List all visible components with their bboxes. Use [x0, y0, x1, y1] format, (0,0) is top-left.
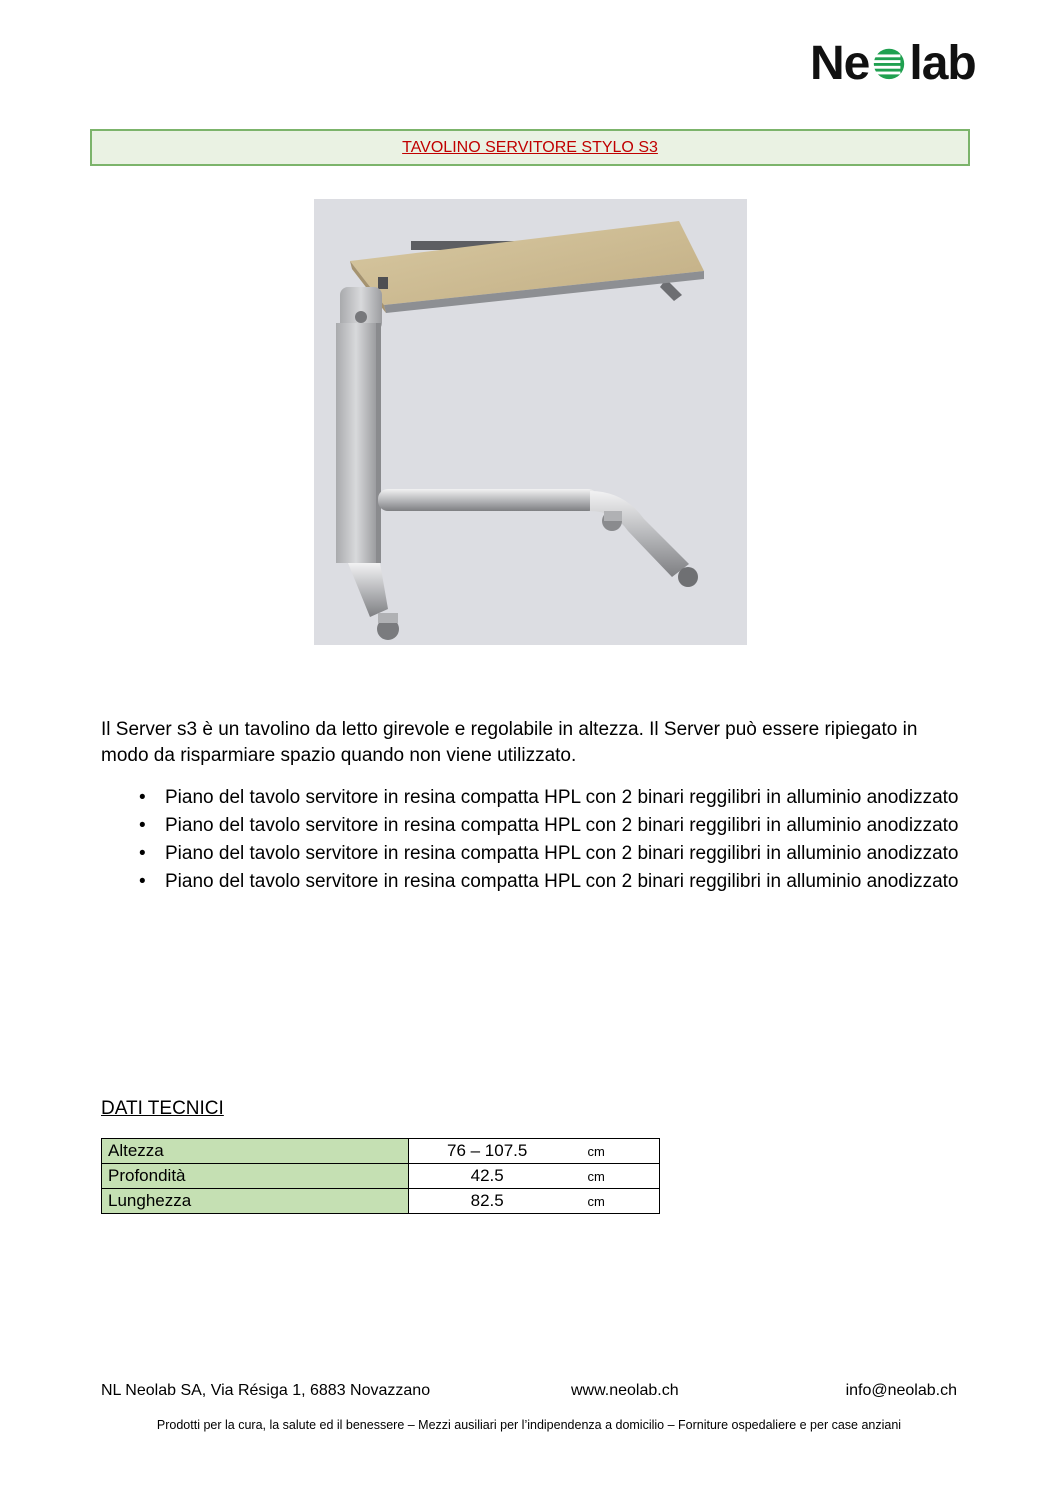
spec-value: 82.5 [408, 1189, 565, 1214]
intro-paragraph: Il Server s3 è un tavolino da letto girevole e regolabile in altezza. Il Server può essere ripiegato in modo da risparmiare spazio quando non viene utilizzato. [101, 719, 918, 766]
footer-website-link[interactable]: www.neolab.ch [571, 1382, 679, 1399]
product-image [314, 199, 747, 645]
list-item [101, 841, 961, 867]
footer-tagline: Prodotti per la cura, la salute ed il benessere – Mezzi ausiliari per l’indipendenza a domicilio – Forniture ospedaliere e per case anziani [156, 1418, 902, 1432]
spec-unit: cm [566, 1189, 660, 1214]
specs-table [101, 1138, 660, 1214]
company-logo [810, 36, 1010, 92]
list-item [101, 813, 961, 839]
feature-text: Piano del tavolo servitore in resina compatta HPL con 2 binari reggilibri in alluminio anodizzato [165, 871, 959, 892]
bullet-icon: • [139, 815, 146, 836]
feature-text: Piano del tavolo servitore in resina compatta HPL con 2 binari reggilibri in alluminio anodizzato [165, 843, 959, 864]
bullet-icon: • [139, 843, 146, 864]
table-row [102, 1139, 660, 1164]
spec-unit: cm [566, 1164, 660, 1189]
spec-label: Altezza [102, 1139, 409, 1164]
table-row [102, 1189, 660, 1214]
spec-label: Profondità [102, 1164, 409, 1189]
footer-address: NL Neolab SA, Via Résiga 1, 6883 Novazzano [101, 1382, 431, 1399]
footer-contacts [101, 1382, 957, 1406]
feature-list [101, 785, 961, 897]
bullet-icon: • [139, 871, 146, 892]
logo-text-right: lab [909, 37, 976, 90]
list-item [101, 785, 961, 811]
bullet-icon: • [139, 787, 146, 808]
green-stripes-circle-icon [870, 43, 908, 83]
overbed-table-illustration [314, 199, 747, 645]
page-title: TAVOLINO SERVITORE STYLO S3 [402, 138, 658, 156]
spec-unit: cm [566, 1139, 660, 1164]
footer-email-link[interactable]: info@neolab.ch [845, 1382, 957, 1399]
spec-label: Lunghezza [102, 1189, 409, 1214]
spec-value: 76 – 107.5 [408, 1139, 565, 1164]
logo-text-left: Ne [810, 37, 870, 90]
feature-text: Piano del tavolo servitore in resina compatta HPL con 2 binari reggilibri in alluminio anodizzato [165, 815, 959, 836]
table-row [102, 1164, 660, 1189]
feature-text: Piano del tavolo servitore in resina compatta HPL con 2 binari reggilibri in alluminio anodizzato [165, 787, 959, 808]
list-item [101, 869, 961, 895]
spec-value: 42.5 [408, 1164, 565, 1189]
specs-heading: DATI TECNICI [101, 1098, 224, 1119]
title-banner [90, 129, 970, 166]
